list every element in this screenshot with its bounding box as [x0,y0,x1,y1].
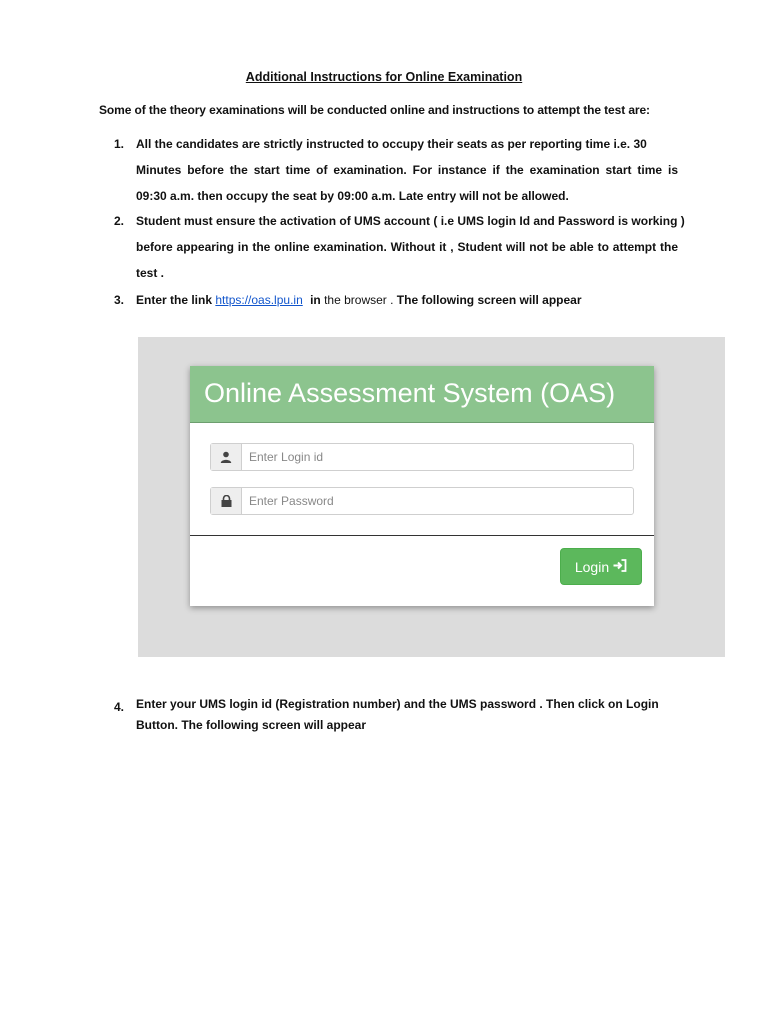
in-word: in [310,293,321,307]
list-item-number: 2. [114,214,125,228]
list-item-line [136,287,678,313]
list-item-line: 09:30 a.m. then occupy the seat by 09:00 a.m. Late entry will not be allowed. [136,189,569,203]
oas-title: Online Assessment System (OAS) [204,378,616,408]
document-title-text: Additional Instructions for Online Examination [245,70,523,84]
list-item-line: Enter your UMS login id (Registration number) and the UMS password . Then click on Login [136,697,659,711]
list-item-body [136,208,685,286]
list-item-line: Button. The following screen will appear [136,718,367,732]
list-item-number: 3. [114,293,125,307]
sign-in-icon [613,559,627,575]
intro-text: Some of the theory examinations will be conducted online and instructions to attempt the test are: [99,103,650,117]
oas-login-screenshot [138,337,725,657]
login-panel-header [190,366,654,423]
list-item-line: Student must ensure the activation of UMS account ( i.e UMS login Id and Password is working ) [136,214,685,228]
password-input[interactable] [249,491,619,511]
panel-divider [190,535,654,536]
login-button-label: Login [574,558,610,575]
login-button[interactable] [560,548,642,585]
password-field [210,487,634,515]
user-icon [211,444,242,470]
document-title [0,70,768,84]
link-suffix-text: The following screen will appear [396,293,582,307]
login-id-input[interactable] [249,447,619,467]
login-panel [190,366,654,606]
list-item-body [136,694,678,736]
list-item-line: before appearing in the online examination. Without it , Student will not be able to attempt the [136,240,678,254]
list-item-number: 4. [114,700,125,714]
list-item-line: test . [136,266,165,280]
list-item-body [136,131,678,209]
link-middle-text: the browser . [320,293,397,307]
list-item-line: All the candidates are strictly instructed to occupy their seats as per reporting time i.e. 30 [136,137,647,151]
list-item-line: Minutes before the start time of examination. For instance if the examination start time is [136,163,678,177]
lock-icon [211,488,242,514]
list-item-number: 1. [114,137,125,151]
oas-link[interactable]: https://oas.lpu.in [215,293,303,307]
link-prefix-text: Enter the link [136,293,216,307]
list-item-body [136,287,678,313]
login-id-field [210,443,634,471]
